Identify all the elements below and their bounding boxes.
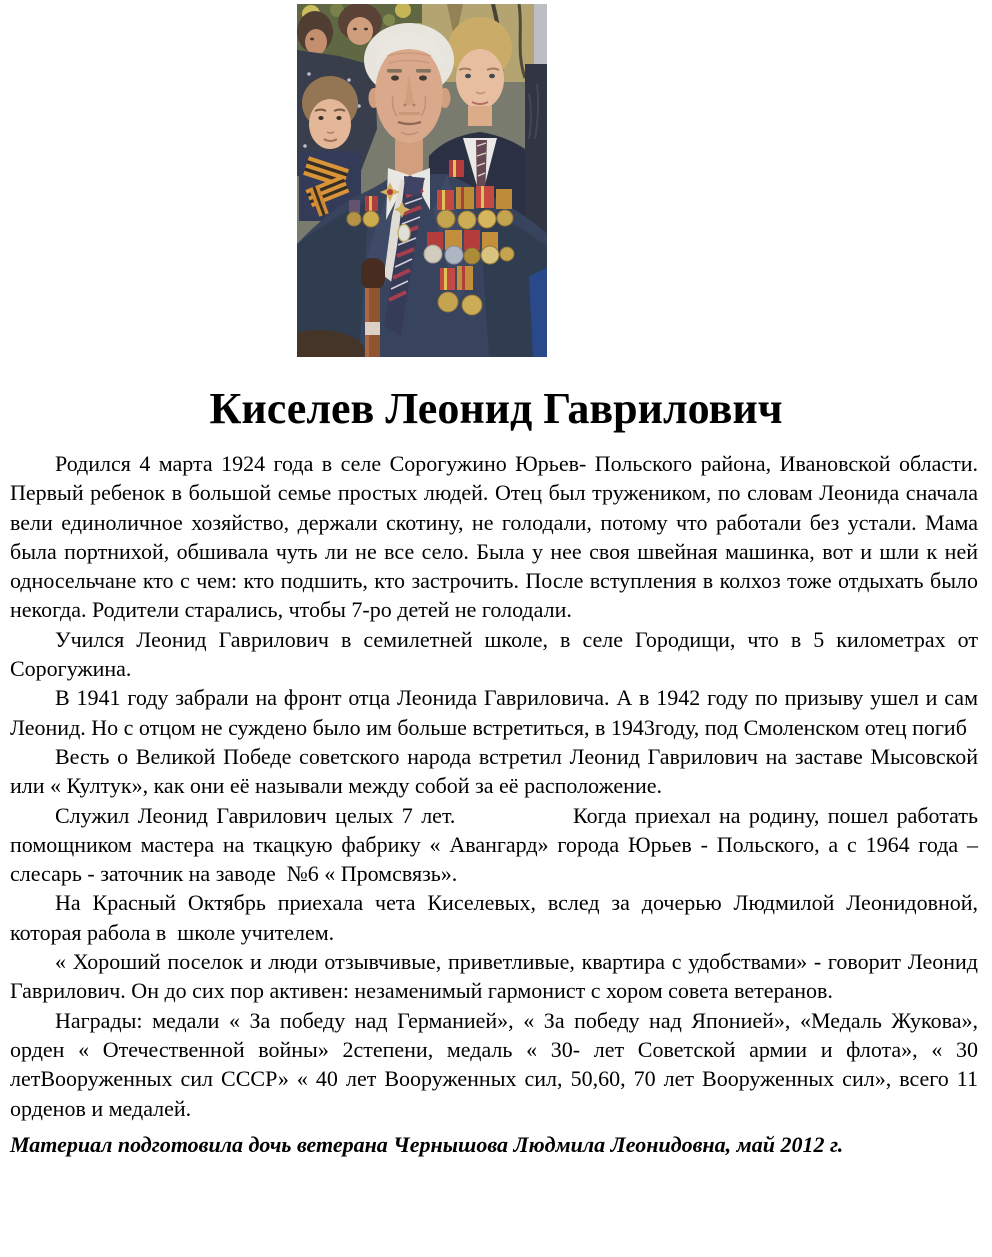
paragraph-school: Учился Леонид Гаврилович в семилетней школе, в селе Городищи, что в 5 километрах от Сорогужина. — [10, 626, 978, 682]
page-title: Киселев Леонид Гаврилович — [209, 384, 783, 433]
veteran-photo-illustration — [297, 4, 547, 357]
document-body — [0, 357, 992, 1159]
paragraph-krasny-oktyabr: На Красный Октябрь приехала чета Киселевых, вслед за дочерью Людмилой Леонидовной, которая рабола в школе учителем. — [10, 890, 978, 945]
paragraph-victory: Весть о Великой Победе советского народа встретил Леонид Гаврилович на заставе Мысовской или « Култук», как они её называли между собой за её расположение. — [10, 743, 978, 799]
paragraph-war: В 1941 году забрали на фронт отца Леонида Гавриловича. А в 1942 году по призыву ушел и сам Леонид. Но с отцом не суждено было им больше встретиться, в 1943году, под Смоленском отец погиб — [10, 685, 978, 740]
paragraph-awards: Награды: медали « За победу над Германией», « За победу над Японией», «Медаль Жукова», орден « Отечественной войны» 2степени, медаль « 30- лет Советской армии и флота», « 30 летВооруженных сил СССР» « 40 лет Вооруженных сил, 50,60, 70 лет Вооруженных сил», всего 11 орденов и медалей. — [10, 1007, 978, 1121]
author-note: Материал подготовила дочь ветерана Чернышова Людмила Леонидовна, май 2012 г. — [10, 1131, 844, 1157]
article-text — [0, 449, 992, 1159]
paragraph-birth: Родился 4 марта 1924 года в селе Сорогужино Юрьев- Польского района, Ивановской области. Первый ребенок в большой семье простых людей. Отец был тружеником, по словам Леонида сначала вели единоличное хозяйство, держали скотину, не голодали, потому что работали без устали. Мама была портнихой, обшивала чуть ли не все село. Была у нее своя швейная машинка, вот и шли к ней односельчане кто с чем: кто подшить, кто застрочить. После вступления в колхоз тоже отдыхать было некогда. Родители старались, чтобы 7-ро детей не голодали. — [10, 451, 978, 623]
veteran-photo — [297, 4, 547, 357]
paragraph-service: Служил Леонид Гаврилович целых 7 лет. Когда приехал на родину, пошел работать помощником мастера на ткацкую фабрику « Авангард» города Юрьев - Польского, а с 1964 года – слесарь - заточник на заводе №6 « Промсвязь». — [10, 802, 978, 887]
paragraph-quote: « Хороший поселок и люди отзывчивые, приветливые, квартира с удобствами» - говорит Леонид Гаврилович. Он до сих пор активен: незаменимый гармонист с хором совета ветеранов. — [10, 949, 978, 1004]
